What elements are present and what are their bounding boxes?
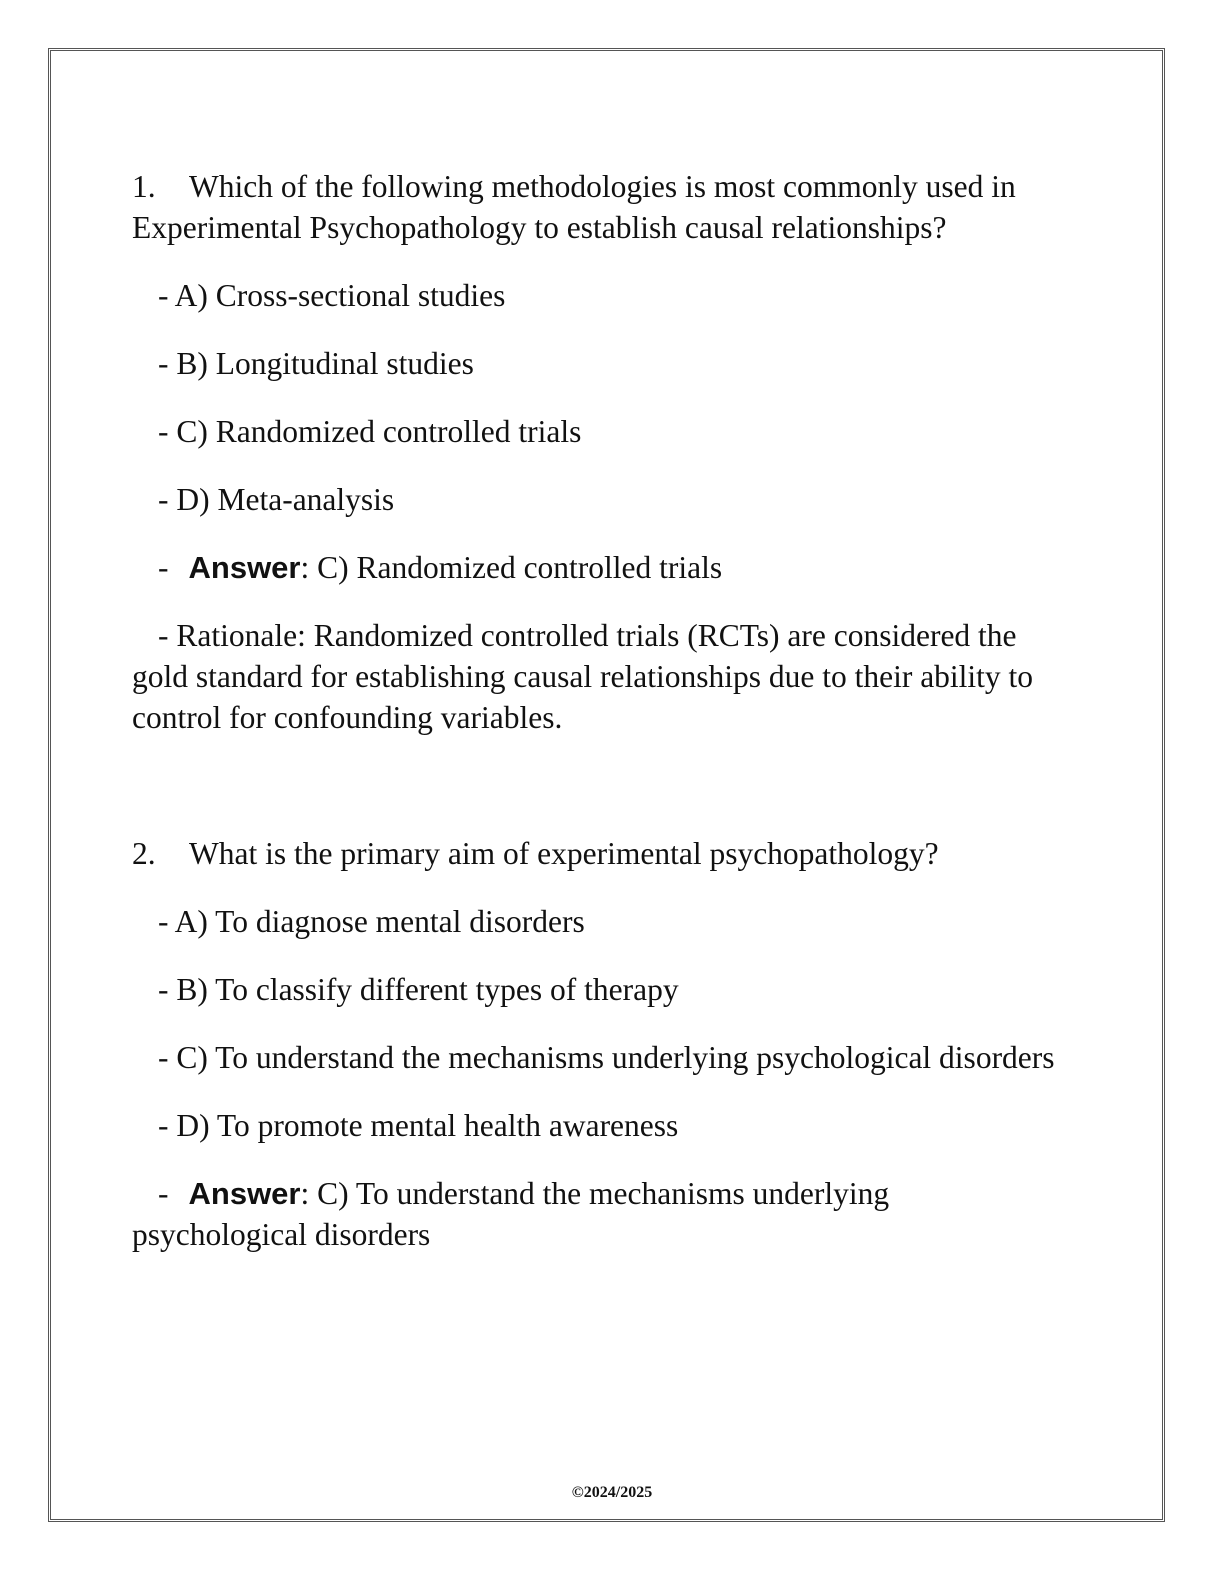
option-c: - C) Randomized controlled trials <box>158 414 582 449</box>
footer-copyright: ©2024/2025 <box>571 1484 653 1501</box>
answer-text: : C) To understand the mechanisms underlying psychological disorders <box>132 1176 890 1252</box>
option-a: - A) Cross-sectional studies <box>158 278 506 313</box>
question-1 <box>132 166 1067 738</box>
question-2-text: 2. What is the primary aim of experimental psychopathology? <box>132 833 1067 874</box>
document-content <box>132 166 1067 1255</box>
answer-label: Answer <box>188 550 301 585</box>
option-d: - D) Meta-analysis <box>158 482 395 517</box>
option-c: - C) To understand the mechanisms underlying psychological disorders <box>158 1040 1055 1075</box>
answer-text: : C) Randomized controlled trials <box>300 550 723 585</box>
question-number: 1. <box>132 169 156 204</box>
option-d: - D) To promote mental health awareness <box>158 1108 679 1143</box>
option-b: - B) Longitudinal studies <box>158 346 474 381</box>
answer-label: Answer <box>188 1176 301 1211</box>
option-b: - B) To classify different types of therapy <box>158 972 679 1007</box>
option-a: - A) To diagnose mental disorders <box>158 904 585 939</box>
question-number: 2. <box>132 836 156 871</box>
answer-line: - Answer: C) To understand the mechanisms underlying psychological disorders <box>132 1176 890 1252</box>
answer-line: - Answer: C) Randomized controlled trials <box>158 550 723 585</box>
rationale: - Rationale: Randomized controlled trials (RCTs) are considered the gold standard for establishing causal relationships due to their ability to control for confounding variables. <box>132 618 1034 735</box>
question-2 <box>132 833 1067 1255</box>
question-1-text: 1. Which of the following methodologies is most commonly used in Experimental Psychopathology to establish causal relationships? <box>132 166 1067 248</box>
